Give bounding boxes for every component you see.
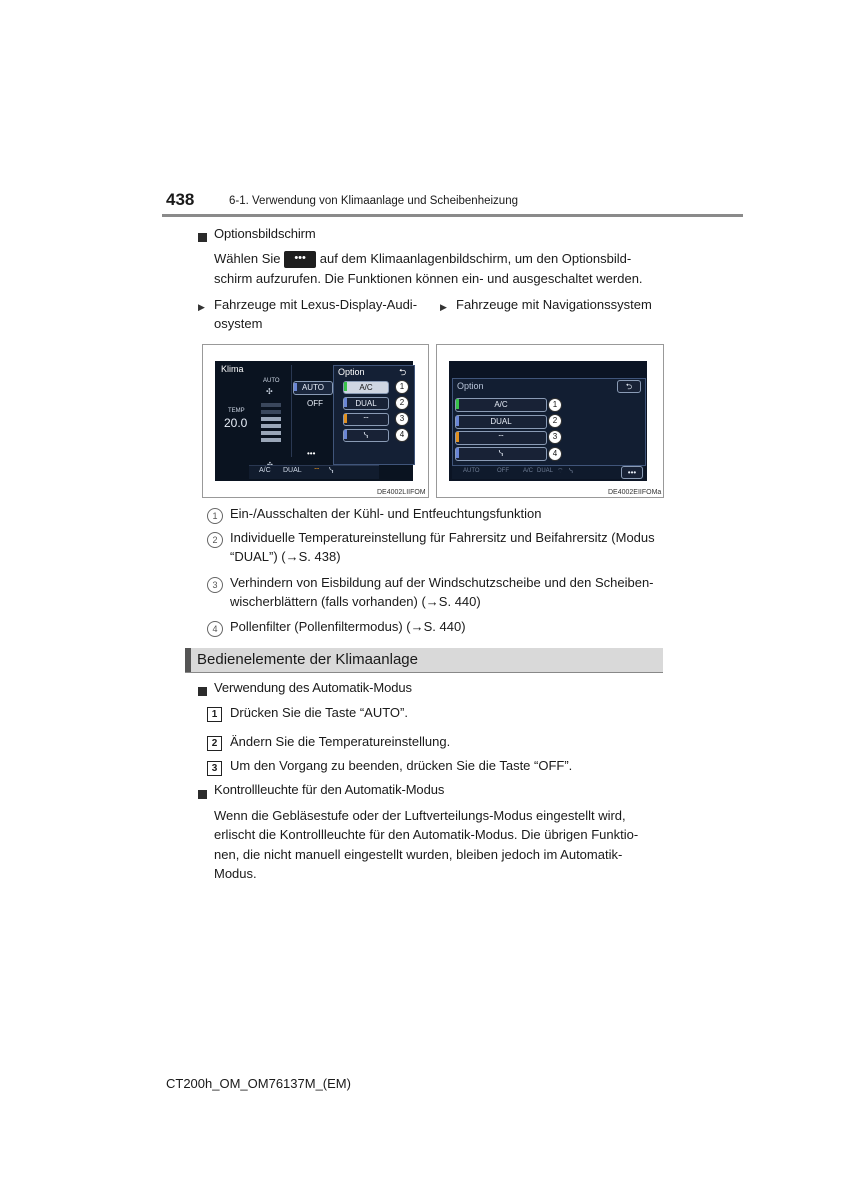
- auto-small-label: AUTO: [263, 378, 280, 384]
- step-3-text: Um den Vorgang zu beenden, drücken Sie die Taste “OFF”.: [230, 758, 573, 773]
- callout-2-nav: 2: [548, 414, 562, 428]
- pollen-led-nav: [456, 448, 459, 458]
- climate-screen: [215, 361, 413, 481]
- fan-level-bars: [261, 403, 281, 455]
- legend-item-2: [207, 530, 223, 548]
- temp-value: 20.0: [224, 416, 248, 430]
- auto-button[interactable]: AUTO: [293, 381, 333, 395]
- status-auto-nav: AUTO: [463, 468, 480, 474]
- legend-num: 2: [207, 532, 223, 548]
- status-ac: A/C: [259, 467, 271, 474]
- temp-label: TEMP: [228, 408, 245, 414]
- more-options-button-icon: •••: [284, 251, 316, 268]
- indicator-line1: Wenn die Gebläsestufe oder der Luftverteilungs-Modus eingestellt wird,: [214, 808, 626, 823]
- triangle-bullet-icon: ▶: [440, 302, 447, 312]
- defog-led: [344, 414, 347, 423]
- variant-right: Fahrzeuge mit Navigationssystem: [456, 297, 652, 312]
- option-intro-line1: [214, 249, 658, 269]
- legend-item-1: [207, 506, 223, 524]
- status-pollen-icon-nav: ᓭ: [569, 468, 574, 475]
- ac-led-nav: [456, 399, 459, 409]
- indicator-line3: nen, die nicht manuell eingestellt wurden, bleiben jedoch im Automatik-: [214, 847, 623, 862]
- step-3-number: [207, 758, 222, 776]
- section-heading-accent: [185, 648, 191, 672]
- dual-led: [344, 398, 347, 407]
- back-arrow-icon[interactable]: ⮌: [399, 367, 407, 377]
- step-1-text: Drücken Sie die Taste “AUTO”.: [230, 705, 408, 720]
- step-num: 2: [207, 736, 222, 751]
- option-title-nav: Option: [457, 381, 484, 391]
- variant-left-line2: osystem: [214, 316, 263, 331]
- intro-before: Wählen Sie: [214, 251, 281, 266]
- option-screen-nav: [449, 361, 647, 481]
- step-num: 3: [207, 761, 222, 776]
- legend-num: 3: [207, 577, 223, 593]
- callout-2: 2: [395, 396, 409, 410]
- bullet-square-icon: [198, 229, 207, 247]
- step-num: 1: [207, 707, 222, 722]
- callout-4-nav: 4: [548, 447, 562, 461]
- defog-led-nav: [456, 432, 459, 442]
- legend-text-4a: Pollenfilter (Pollenfiltermodus) (→S. 440): [230, 619, 466, 634]
- document-code: CT200h_OM_OM76137M_(EM): [166, 1076, 351, 1091]
- step-2-text: Ändern Sie die Temperatureinstellung.: [230, 734, 451, 749]
- fan-icon: ✣: [266, 387, 273, 396]
- triangle-bullet-icon: ▶: [198, 302, 205, 312]
- ac-option-button[interactable]: A/C: [343, 381, 389, 394]
- left-control-column: [291, 365, 334, 457]
- dual-led-nav: [456, 416, 459, 426]
- callout-3: 3: [395, 412, 409, 426]
- legend-num: 4: [207, 621, 223, 637]
- legend-item-4: [207, 619, 223, 637]
- chapter-title: 6-1. Verwendung von Klimaanlage und Scheibenheizung: [229, 195, 518, 207]
- page-number: 438: [166, 190, 195, 209]
- screenshot-lexus-display-audio: [202, 344, 429, 498]
- option-intro-line2: schirm aufzurufen. Die Funktionen können ein- und ausgeschaltet werden.: [214, 271, 643, 286]
- defog-option-button-nav[interactable]: ⌔: [455, 431, 547, 445]
- step-1-number: [207, 704, 222, 722]
- callout-1: 1: [395, 380, 409, 394]
- callout-4: 4: [395, 428, 409, 442]
- off-button[interactable]: OFF: [307, 399, 323, 408]
- auto-mode-heading: Verwendung des Automatik-Modus: [214, 680, 412, 695]
- status-defog-icon-nav: ⌔: [557, 468, 564, 475]
- indicator-heading: Kontrollleuchte für den Automatik-Modus: [214, 782, 445, 797]
- bullet-square-icon: [198, 786, 207, 804]
- pollen-option-button-nav[interactable]: ᓭ: [455, 447, 547, 461]
- auto-led: [294, 383, 297, 391]
- header-rule: [162, 214, 743, 217]
- status-dual-nav: DUAL: [537, 468, 554, 474]
- intro-after: auf dem Klimaanlagenbildschirm, um den Optionsbild-: [319, 251, 632, 266]
- legend-text-1a: Ein-/Ausschalten der Kühl- und Entfeuchtungsfunktion: [230, 506, 542, 521]
- indicator-line4: Modus.: [214, 866, 257, 881]
- legend-text-3b: wischerblättern (falls vorhanden) (→S. 440): [230, 594, 481, 609]
- more-options-dots[interactable]: •••: [307, 449, 316, 458]
- status-off-nav: OFF: [497, 468, 509, 474]
- more-options-button-nav[interactable]: •••: [621, 466, 643, 479]
- klima-label: Klima: [221, 364, 244, 374]
- indicator-line2: erlischt die Kontrollleuchte für den Automatik-Modus. Die übrigen Funktio-: [214, 827, 639, 842]
- legend-text-2a: Individuelle Temperatureinstellung für Fahrersitz und Beifahrersitz (Modus: [230, 530, 655, 545]
- option-screen-heading: Optionsbildschirm: [214, 226, 316, 241]
- legend-item-3: [207, 575, 223, 593]
- defog-option-button[interactable]: ⌔: [343, 413, 389, 426]
- status-ac-nav: A/C: [523, 468, 534, 474]
- pollen-led: [344, 430, 347, 439]
- section-title: Bedienelemente der Klimaanlage: [197, 651, 418, 668]
- section-underline: [185, 672, 663, 673]
- bullet-square-icon: [198, 683, 207, 701]
- legend-text-2b: “DUAL”) (→S. 438): [230, 549, 341, 564]
- back-arrow-icon[interactable]: ⮌: [617, 380, 641, 393]
- status-pollen-icon: ᓭ: [329, 466, 334, 475]
- dual-option-button-nav[interactable]: DUAL: [455, 415, 547, 429]
- pollen-option-button[interactable]: ᓭ: [343, 429, 389, 442]
- ac-led: [344, 382, 347, 391]
- legend-num: 1: [207, 508, 223, 524]
- callout-3-nav: 3: [548, 430, 562, 444]
- variant-left-line1: Fahrzeuge mit Lexus-Display-Audi-: [214, 297, 418, 312]
- screenshot-navigation-system: [436, 344, 664, 498]
- option-title: Option: [338, 367, 365, 377]
- status-defog-icon: ⌔: [313, 466, 321, 475]
- legend-text-3a: Verhindern von Eisbildung auf der Windschutzscheibe und den Scheiben-: [230, 575, 654, 590]
- dual-option-button[interactable]: DUAL: [343, 397, 389, 410]
- step-2-number: [207, 733, 222, 751]
- image-code-right: DE4002EIIFOMa: [608, 489, 662, 496]
- status-dual: DUAL: [283, 467, 302, 474]
- callout-1-nav: 1: [548, 398, 562, 412]
- image-code-left: DE4002LIIFOM: [377, 489, 426, 496]
- ac-option-button-nav[interactable]: A/C: [455, 398, 547, 412]
